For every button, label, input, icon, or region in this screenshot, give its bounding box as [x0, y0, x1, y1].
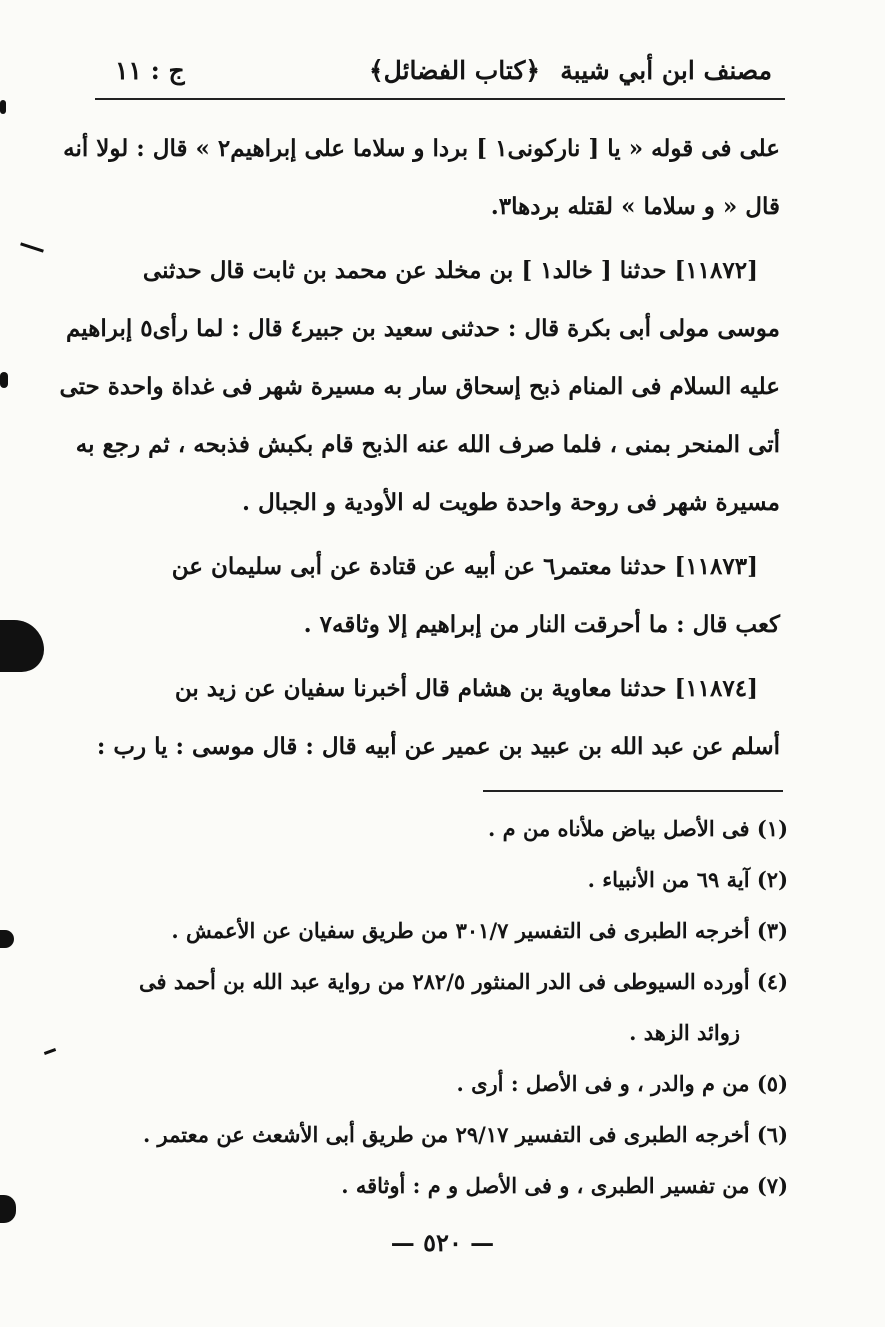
- scan-mark: [0, 372, 8, 388]
- footnote-rule: [483, 790, 783, 792]
- main-text: [59, 120, 780, 776]
- scan-mark: [0, 930, 14, 948]
- chapter-title: ﴿كتاب الفضائل﴾: [369, 56, 540, 85]
- text-line: موسى مولى أبى بكرة قال : حدثنى سعيد بن جبير٤ قال : لما رأى٥ إبراهيم: [65, 315, 780, 342]
- footnotes: [108, 803, 788, 1211]
- book-title: مصنف ابن أبي شيبة: [560, 56, 772, 85]
- scan-mark: [0, 100, 6, 114]
- running-header: [95, 46, 790, 98]
- hadith-11872-line: [١١٨٧٢] حدثنا [ خالد١ ] بن مخلد عن محمد بن ثابت قال حدثنى: [142, 257, 758, 284]
- footnote-6: (٦) أخرجه الطبرى فى التفسير ٢٩/١٧ من طريق أبى الأشعث عن معتمر .: [142, 1122, 788, 1147]
- footnote-5: (٥) من م والدر ، و فى الأصل : أرى .: [456, 1071, 788, 1096]
- scan-mark: [20, 242, 44, 252]
- page-number: — ٥٢٠ —: [390, 1228, 495, 1257]
- hadith-11874-line: [١١٨٧٤] حدثنا معاوية بن هشام قال أخبرنا سفيان عن زيد بن: [174, 675, 758, 702]
- text-line: أتى المنحر بمنى ، فلما صرف الله عنه الذبح قام بكبش فذبحه ، ثم رجع به: [75, 431, 780, 458]
- text-line: عليه السلام فى المنام ذبح إسحاق سار به مسيرة شهر فى غداة واحدة حتى: [59, 373, 780, 400]
- scan-mark: [0, 1195, 16, 1223]
- footnote-4: (٤) أورده السيوطى فى الدر المنثور ٢٨٢/٥ من رواية عبد الله بن أحمد فى: [139, 969, 788, 994]
- header-rule: [95, 98, 785, 100]
- scan-mark: [44, 1048, 56, 1055]
- text-line: قال « و سلاما » لقتله بردها٣.: [490, 193, 780, 220]
- footnote-7: (٧) من تفسير الطبرى ، و فى الأصل و م : أوثاقه .: [341, 1173, 788, 1198]
- text-line: أسلم عن عبد الله بن عبيد بن عمير عن أبيه قال : قال موسى : يا رب :: [96, 733, 780, 760]
- footnote-1: (١) فى الأصل بياض ملأناه من م .: [488, 816, 788, 841]
- volume-number: ج : ١١: [115, 56, 185, 85]
- hadith-11873-line: [١١٨٧٣] حدثنا معتمر٦ عن أبيه عن قتادة عن أبى سليمان عن: [171, 553, 758, 580]
- text-line: على فى قوله « يا [ ناركونى١ ] بردا و سلاما على إبراهيم٢ » قال : لولا أنه: [63, 135, 780, 162]
- footnote-3: (٣) أخرجه الطبرى فى التفسير ٣٠١/٧ من طريق سفيان عن الأعمش .: [171, 918, 788, 943]
- text-line: مسيرة شهر فى روحة واحدة طويت له الأودية و الجبال .: [241, 489, 780, 516]
- scan-mark: [0, 620, 44, 672]
- text-line: كعب قال : ما أحرقت النار من إبراهيم إلا وثاقه٧ .: [303, 611, 780, 638]
- footnote-2: (٢) آية ٦٩ من الأنبياء .: [587, 867, 788, 892]
- footnote-4-continued: زوائد الزهد .: [629, 1020, 740, 1045]
